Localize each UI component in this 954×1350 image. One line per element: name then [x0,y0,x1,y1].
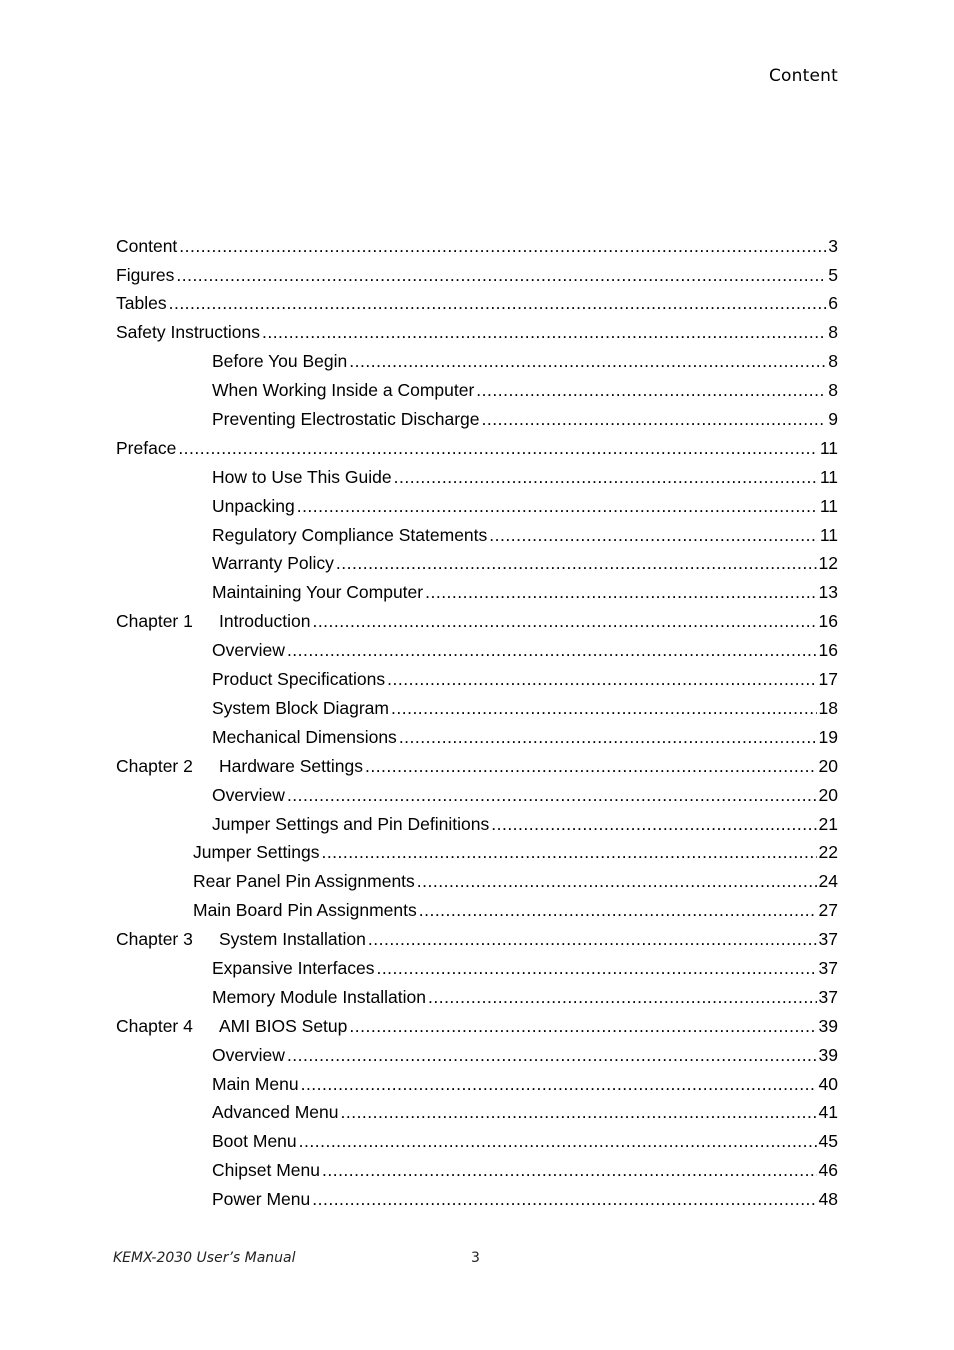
toc-page-number: 46 [818,1160,838,1181]
toc-dot-leader [287,642,817,660]
toc-chapter-label: Chapter 3 [116,929,193,950]
toc-entry-title: Before You Begin [212,351,348,372]
toc-page-number: 39 [818,1015,838,1036]
toc-entry[interactable] [116,261,838,290]
toc-entry[interactable] [116,463,838,492]
toc-entry-line [212,1191,838,1209]
toc-entry-line [212,495,838,516]
toc-entry-line [193,873,838,891]
toc-dot-leader [179,238,826,256]
toc-entry[interactable] [116,492,838,521]
toc-entry[interactable] [116,1012,838,1041]
toc-page-number: 37 [818,957,838,978]
toc-entry[interactable] [116,521,838,550]
toc-entry[interactable] [116,1070,838,1099]
toc-dot-leader [365,758,817,776]
toc-dot-leader [399,729,817,747]
toc-entry-line [116,613,838,631]
toc-entry-line [212,986,838,1007]
toc-entry[interactable] [116,839,838,868]
toc-entry-line [116,264,838,285]
toc-entry[interactable] [116,665,838,694]
toc-page-number: 3 [828,235,838,256]
toc-dot-leader [425,584,816,602]
toc-entry[interactable] [116,868,838,897]
toc-page-number: 11 [819,466,838,487]
toc-page-number: 48 [818,1189,838,1210]
toc-dot-leader [481,411,826,429]
toc-page-number: 24 [818,871,838,892]
toc-entry-title: Mechanical Dimensions [212,726,397,747]
toc-entry-title: Figures [116,264,175,285]
toc-entry-title: Main Board Pin Assignments [193,900,417,921]
toc-page-number: 21 [818,813,838,834]
toc-entry-line [212,1104,838,1122]
toc-page-number: 19 [818,726,838,747]
toc-entry-line [212,1133,838,1151]
toc-dot-leader [340,1104,816,1122]
toc-dot-leader [417,873,817,891]
toc-dot-leader [376,960,816,978]
toc-page-number: 11 [819,524,838,545]
toc-entry[interactable] [116,550,838,579]
toc-entry-line [212,784,838,805]
toc-entry[interactable] [116,1128,838,1157]
toc-entry-title: Regulatory Compliance Statements [212,524,488,545]
toc-entry-line [212,813,838,834]
toc-entry-title: Unpacking [212,495,295,516]
toc-entry-title: Chipset Menu [212,1160,320,1181]
toc-entry-line [116,437,838,458]
toc-entry-line [116,324,838,342]
toc-dot-leader [387,671,816,689]
toc-chapter-label: Chapter 1 [116,611,193,632]
toc-page-number: 45 [818,1131,838,1152]
toc-dot-leader [349,1018,816,1036]
toc-dot-leader [178,440,818,458]
toc-entry[interactable] [116,579,838,608]
toc-dot-leader [287,1047,817,1065]
toc-page-number: 16 [818,640,838,661]
toc-entry-line [212,584,838,602]
toc-entry-title: Overview [212,1044,285,1065]
toc-dot-leader [368,931,817,949]
toc-chapter-label: Chapter 2 [116,755,193,776]
toc-entry-line [212,1044,838,1065]
toc-dot-leader [428,989,817,1007]
toc-entry-title: Memory Module Installation [212,986,426,1007]
toc-entry-line [212,524,838,545]
toc-dot-leader [349,353,826,371]
toc-entry-title: Advanced Menu [212,1102,339,1123]
toc-dot-leader [301,1076,817,1094]
toc-entry[interactable] [116,290,838,319]
toc-entry[interactable] [116,348,838,377]
toc-entry[interactable] [116,405,838,434]
toc-page-number: 40 [818,1073,838,1094]
toc-entry-line [212,671,838,689]
toc-entry-title: Jumper Settings [193,842,320,863]
toc-entry[interactable] [116,723,838,752]
toc-entry[interactable] [116,1099,838,1128]
toc-entry-title: Power Menu [212,1189,311,1210]
toc-entry[interactable] [116,608,838,637]
toc-entry[interactable] [116,694,838,723]
toc-dot-leader [476,382,826,400]
toc-dot-leader [312,613,816,631]
toc-dot-leader [491,816,816,834]
toc-page-number: 22 [818,842,838,863]
toc-entry-title: When Working Inside a Computer [212,380,475,401]
toc-dot-leader [312,1191,816,1209]
table-of-contents [116,232,838,1214]
toc-chapter-label: Chapter 4 [116,1015,193,1036]
toc-entry-title: Introduction [219,611,311,632]
toc-page-number: 9 [828,409,838,430]
toc-entry-title: Overview [212,784,285,805]
toc-page-number: 39 [818,1044,838,1065]
toc-dot-leader [394,469,818,487]
toc-page-number: 11 [819,437,838,458]
toc-entry-title: Preface [116,437,177,458]
toc-entry-title: How to Use This Guide [212,466,392,487]
toc-page-number: 20 [818,784,838,805]
toc-entry-line [116,931,838,949]
toc-dot-leader [489,527,818,545]
toc-entry[interactable] [116,781,838,810]
toc-entry-title: Boot Menu [212,1131,297,1152]
toc-entry-line [212,466,838,487]
toc-page-number: 20 [818,755,838,776]
toc-page-number: 12 [818,553,838,574]
toc-dot-leader [262,324,826,342]
toc-entry[interactable] [116,925,838,954]
toc-dot-leader [176,267,826,285]
page-header-title: Content [768,66,838,86]
toc-entry-line [116,235,838,256]
toc-entry[interactable] [116,752,838,781]
toc-entry-line [212,555,838,573]
toc-entry-line [116,755,838,776]
toc-dot-leader [297,498,818,516]
toc-entry-line [212,642,838,660]
toc-entry-title: Rear Panel Pin Assignments [193,871,415,892]
toc-entry-title: System Installation [219,929,366,950]
toc-entry-line [212,726,838,747]
toc-entry[interactable] [116,810,838,839]
toc-entry[interactable] [116,896,838,925]
toc-entry-title: Overview [212,640,285,661]
toc-entry-line [212,957,838,978]
toc-page-number: 16 [818,611,838,632]
toc-dot-leader [419,902,817,920]
toc-entry-line [212,697,838,718]
toc-entry-line [212,411,838,429]
toc-page-number: 27 [818,900,838,921]
footer-page-number: 3 [471,1250,480,1266]
toc-page-number: 11 [819,495,838,516]
toc-page-number: 37 [818,929,838,950]
toc-page-number: 6 [828,293,838,314]
toc-entry-line [116,1015,838,1036]
toc-entry-title: Warranty Policy [212,553,334,574]
toc-entry-title: AMI BIOS Setup [219,1015,348,1036]
toc-page-number: 18 [818,697,838,718]
toc-entry[interactable] [116,636,838,665]
toc-entry-title: Expansive Interfaces [212,957,375,978]
toc-page-number: 5 [828,264,838,285]
toc-entry-title: Safety Instructions [116,322,260,343]
toc-entry[interactable] [116,319,838,348]
toc-entry-title: Maintaining Your Computer [212,582,424,603]
toc-entry[interactable] [116,1041,838,1070]
toc-entry-title: Content [116,235,178,256]
toc-page-number: 13 [818,582,838,603]
toc-dot-leader [321,844,816,862]
toc-entry[interactable] [116,376,838,405]
toc-dot-leader [287,787,817,805]
toc-entry[interactable] [116,1185,838,1214]
toc-page-number: 41 [818,1102,838,1123]
toc-dot-leader [336,555,817,573]
toc-page-number: 8 [828,351,838,372]
toc-page-number: 17 [818,669,838,690]
toc-entry-line [116,295,838,313]
toc-entry-line [212,353,838,371]
toc-entry-line [193,902,838,920]
toc-entry[interactable] [116,954,838,983]
footer-manual-title: KEMX-2030 User’s Manual [113,1250,296,1266]
toc-entry-line [193,844,838,862]
toc-entry-title: Jumper Settings and Pin Definitions [212,813,490,834]
toc-entry-title: Tables [116,293,167,314]
toc-dot-leader [391,700,817,718]
toc-entry[interactable] [116,232,838,261]
toc-dot-leader [322,1162,817,1180]
toc-entry-title: Hardware Settings [219,755,363,776]
toc-entry[interactable] [116,983,838,1012]
toc-page-number: 8 [828,322,838,343]
toc-entry-line [212,1162,838,1180]
toc-page-number: 8 [828,380,838,401]
toc-entry-line [212,382,838,400]
toc-dot-leader [169,295,827,313]
toc-entry-title: Product Specifications [212,669,386,690]
toc-entry-line [212,1073,838,1094]
toc-entry[interactable] [116,1157,838,1186]
toc-entry-title: Preventing Electrostatic Discharge [212,409,480,430]
toc-entry[interactable] [116,434,838,463]
toc-dot-leader [299,1133,817,1151]
toc-entry-title: Main Menu [212,1073,299,1094]
toc-page-number: 37 [818,986,838,1007]
toc-entry-title: System Block Diagram [212,697,389,718]
